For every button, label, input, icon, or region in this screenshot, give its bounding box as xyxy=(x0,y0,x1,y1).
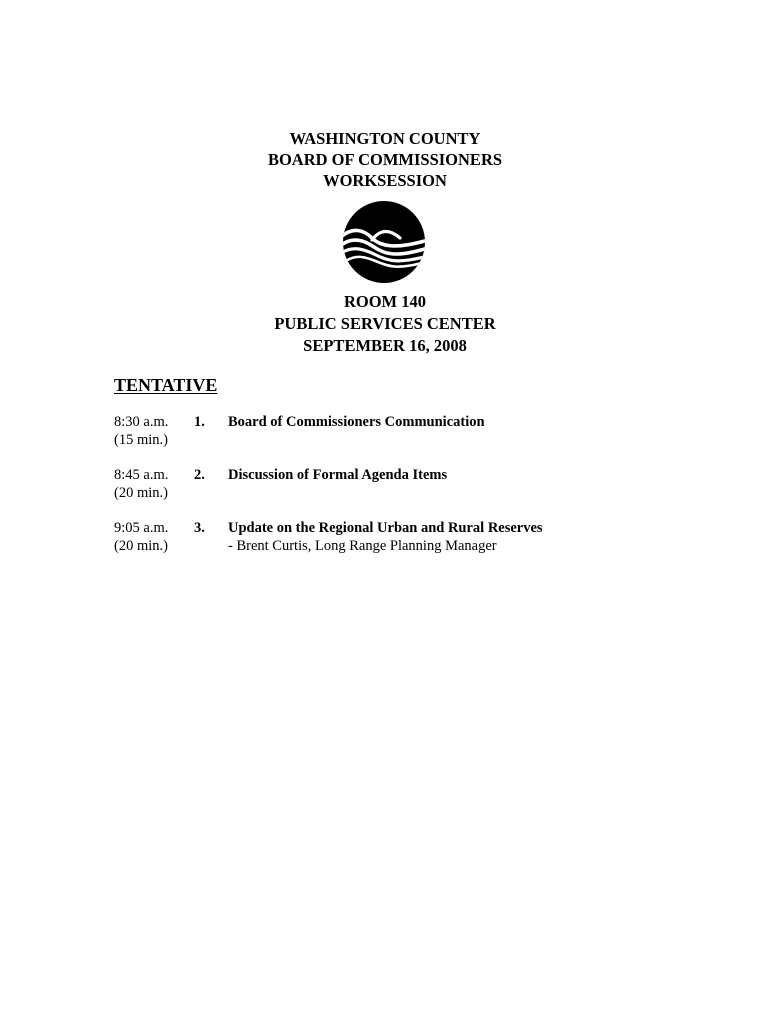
agenda-time: 8:30 a.m. xyxy=(114,414,169,430)
header-board: BOARD OF COMMISSIONERS xyxy=(267,150,503,169)
agenda-number: 3. xyxy=(194,520,205,536)
meeting-room: ROOM 140 xyxy=(343,292,427,311)
agenda-title: Discussion of Formal Agenda Items xyxy=(228,467,448,483)
agenda-number: 2. xyxy=(194,467,205,483)
agenda-list xyxy=(114,413,674,572)
meeting-location xyxy=(0,291,770,357)
agenda-duration: (20 min.) xyxy=(114,538,168,554)
agenda-number: 1. xyxy=(194,414,205,430)
agenda-item xyxy=(114,413,674,466)
agenda-item xyxy=(114,466,674,519)
header-session-type: WORKSESSION xyxy=(323,171,447,190)
agenda-time: 8:45 a.m. xyxy=(114,467,169,483)
meeting-date: SEPTEMBER 16, 2008 xyxy=(303,336,467,355)
agenda-title: Update on the Regional Urban and Rural Reserves xyxy=(228,520,543,536)
agenda-presenter: - Brent Curtis, Long Range Planning Manager xyxy=(228,538,497,554)
agenda-duration: (15 min.) xyxy=(114,432,168,448)
washington-county-seal-icon xyxy=(342,200,426,284)
header-county: WASHINGTON COUNTY xyxy=(289,129,481,148)
agenda-title: Board of Commissioners Communication xyxy=(228,414,485,430)
agenda-duration: (20 min.) xyxy=(114,485,168,501)
tentative-heading: TENTATIVE xyxy=(114,375,218,395)
meeting-building: PUBLIC SERVICES CENTER xyxy=(274,314,496,333)
agenda-time: 9:05 a.m. xyxy=(114,520,169,536)
document-header xyxy=(0,128,770,191)
agenda-item xyxy=(114,519,674,572)
